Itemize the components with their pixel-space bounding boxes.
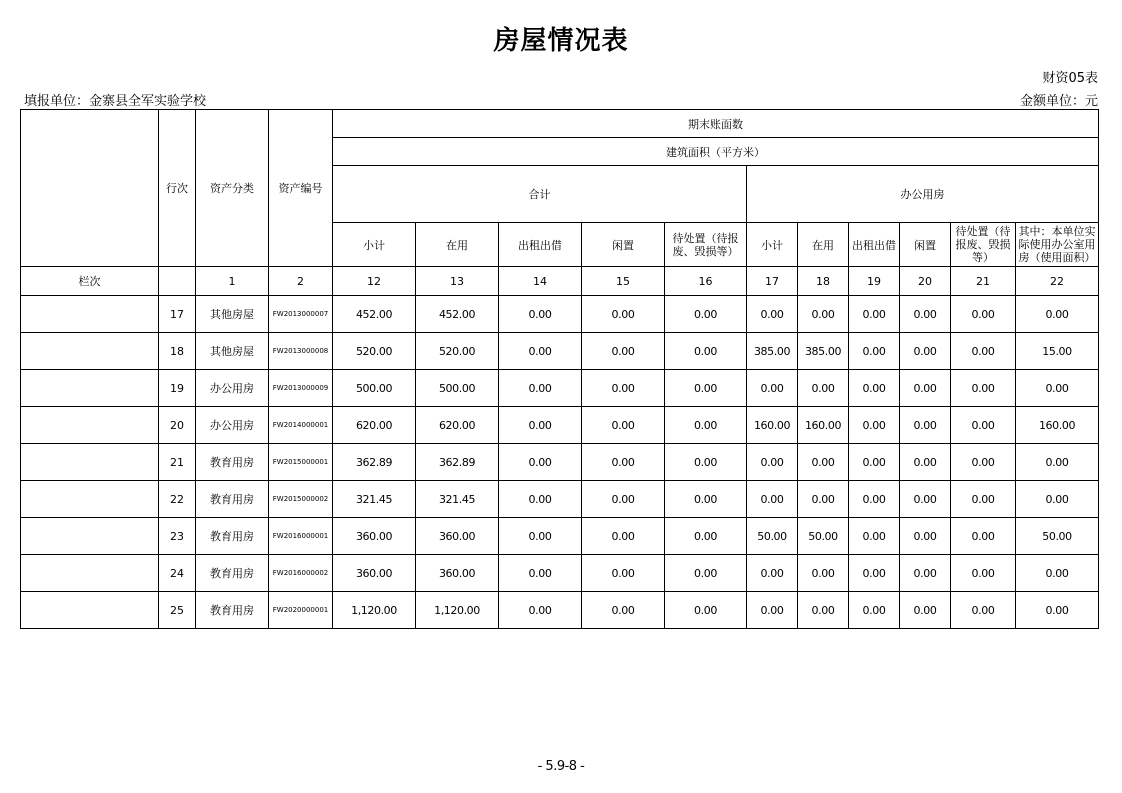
office-subtotal-cell: 50.00 xyxy=(747,518,798,555)
report-title: 房屋情况表 xyxy=(493,26,629,56)
pending-cell: 0.00 xyxy=(665,481,747,518)
office-rented-cell: 0.00 xyxy=(849,592,900,629)
corner-cell xyxy=(21,110,159,267)
table-row xyxy=(21,555,1099,592)
row-number-cell: 24 xyxy=(159,555,196,592)
header-office-rented: 出租出借 xyxy=(849,223,900,267)
lane-col: 21 xyxy=(951,267,1016,296)
asset-class-cell: 教育用房 xyxy=(196,555,269,592)
office-pending-cell: 0.00 xyxy=(951,481,1016,518)
office-in-use-cell: 0.00 xyxy=(798,592,849,629)
subtotal-cell: 452.00 xyxy=(333,296,416,333)
rented-cell: 0.00 xyxy=(499,296,582,333)
pending-cell: 0.00 xyxy=(665,370,747,407)
asset-class-cell: 其他房屋 xyxy=(196,296,269,333)
actual-office-cell: 0.00 xyxy=(1016,370,1099,407)
table-row xyxy=(21,333,1099,370)
office-pending-cell: 0.00 xyxy=(951,296,1016,333)
header-row-no: 行次 xyxy=(159,110,196,267)
lane-col xyxy=(159,267,196,296)
blank-cell xyxy=(21,592,159,629)
lane-col: 2 xyxy=(269,267,333,296)
blank-cell xyxy=(21,407,159,444)
idle-cell: 0.00 xyxy=(582,444,665,481)
office-subtotal-cell: 0.00 xyxy=(747,481,798,518)
subtotal-cell: 362.89 xyxy=(333,444,416,481)
subtotal-cell: 360.00 xyxy=(333,518,416,555)
table-row xyxy=(21,296,1099,333)
pending-cell: 0.00 xyxy=(665,592,747,629)
header-office-in-use: 在用 xyxy=(798,223,849,267)
asset-code-cell: FW2014000001 xyxy=(269,407,333,444)
office-idle-cell: 0.00 xyxy=(900,296,951,333)
table-row xyxy=(21,481,1099,518)
lane-col: 18 xyxy=(798,267,849,296)
in-use-cell: 520.00 xyxy=(416,333,499,370)
office-subtotal-cell: 0.00 xyxy=(747,555,798,592)
office-pending-cell: 0.00 xyxy=(951,333,1016,370)
office-in-use-cell: 0.00 xyxy=(798,370,849,407)
office-subtotal-cell: 0.00 xyxy=(747,444,798,481)
rented-cell: 0.00 xyxy=(499,370,582,407)
lane-col: 13 xyxy=(416,267,499,296)
header-office-pending: 待处置（待报废、毁损等） xyxy=(951,223,1016,267)
rented-cell: 0.00 xyxy=(499,407,582,444)
in-use-cell: 321.45 xyxy=(416,481,499,518)
idle-cell: 0.00 xyxy=(582,333,665,370)
lane-label: 栏次 xyxy=(21,267,159,296)
row-number-cell: 18 xyxy=(159,333,196,370)
idle-cell: 0.00 xyxy=(582,296,665,333)
office-subtotal-cell: 0.00 xyxy=(747,370,798,407)
actual-office-cell: 50.00 xyxy=(1016,518,1099,555)
blank-cell xyxy=(21,370,159,407)
office-idle-cell: 0.00 xyxy=(900,407,951,444)
lane-col: 15 xyxy=(582,267,665,296)
in-use-cell: 360.00 xyxy=(416,555,499,592)
rented-cell: 0.00 xyxy=(499,444,582,481)
row-number-cell: 23 xyxy=(159,518,196,555)
idle-cell: 0.00 xyxy=(582,518,665,555)
header-subtotal: 小计 xyxy=(333,223,416,267)
actual-office-cell: 15.00 xyxy=(1016,333,1099,370)
pending-cell: 0.00 xyxy=(665,333,747,370)
table-row xyxy=(21,407,1099,444)
pending-cell: 0.00 xyxy=(665,407,747,444)
office-rented-cell: 0.00 xyxy=(849,370,900,407)
asset-code-cell: FW2013000009 xyxy=(269,370,333,407)
office-in-use-cell: 50.00 xyxy=(798,518,849,555)
asset-class-cell: 其他房屋 xyxy=(196,333,269,370)
lane-col: 16 xyxy=(665,267,747,296)
blank-cell xyxy=(21,444,159,481)
housing-table xyxy=(20,109,1099,629)
asset-class-cell: 教育用房 xyxy=(196,481,269,518)
blank-cell xyxy=(21,555,159,592)
subtotal-cell: 1,120.00 xyxy=(333,592,416,629)
page-number: - 5.9-8 - xyxy=(537,759,585,774)
rented-cell: 0.00 xyxy=(499,518,582,555)
in-use-cell: 1,120.00 xyxy=(416,592,499,629)
asset-code-cell: FW2016000001 xyxy=(269,518,333,555)
actual-office-cell: 0.00 xyxy=(1016,444,1099,481)
reporting-unit: 填报单位：金寨县全军实验学校 xyxy=(24,94,207,109)
asset-class-cell: 办公用房 xyxy=(196,370,269,407)
office-rented-cell: 0.00 xyxy=(849,481,900,518)
subtotal-cell: 620.00 xyxy=(333,407,416,444)
blank-cell xyxy=(21,481,159,518)
office-subtotal-cell: 385.00 xyxy=(747,333,798,370)
header-pending-disposal: 待处置（待报废、毁损等） xyxy=(665,223,747,267)
blank-cell xyxy=(21,518,159,555)
in-use-cell: 500.00 xyxy=(416,370,499,407)
asset-code-cell: FW2013000007 xyxy=(269,296,333,333)
office-idle-cell: 0.00 xyxy=(900,370,951,407)
office-in-use-cell: 385.00 xyxy=(798,333,849,370)
in-use-cell: 360.00 xyxy=(416,518,499,555)
actual-office-cell: 0.00 xyxy=(1016,555,1099,592)
lane-col: 14 xyxy=(499,267,582,296)
office-idle-cell: 0.00 xyxy=(900,518,951,555)
header-rented: 出租出借 xyxy=(499,223,582,267)
lane-col: 1 xyxy=(196,267,269,296)
row-number-cell: 25 xyxy=(159,592,196,629)
office-rented-cell: 0.00 xyxy=(849,407,900,444)
header-row-1 xyxy=(21,110,1099,138)
office-pending-cell: 0.00 xyxy=(951,407,1016,444)
asset-code-cell: FW2015000001 xyxy=(269,444,333,481)
form-code: 财资05表 xyxy=(1042,71,1098,86)
rented-cell: 0.00 xyxy=(499,481,582,518)
actual-office-cell: 0.00 xyxy=(1016,296,1099,333)
office-idle-cell: 0.00 xyxy=(900,555,951,592)
idle-cell: 0.00 xyxy=(582,592,665,629)
idle-cell: 0.00 xyxy=(582,555,665,592)
office-in-use-cell: 0.00 xyxy=(798,444,849,481)
header-total: 合计 xyxy=(333,166,747,223)
idle-cell: 0.00 xyxy=(582,481,665,518)
header-office-subtotal: 小计 xyxy=(747,223,798,267)
lane-row xyxy=(21,267,1099,296)
asset-code-cell: FW2020000001 xyxy=(269,592,333,629)
rented-cell: 0.00 xyxy=(499,592,582,629)
office-in-use-cell: 0.00 xyxy=(798,555,849,592)
lane-col: 17 xyxy=(747,267,798,296)
office-in-use-cell: 160.00 xyxy=(798,407,849,444)
asset-code-cell: FW2015000002 xyxy=(269,481,333,518)
table-row xyxy=(21,518,1099,555)
subtotal-cell: 360.00 xyxy=(333,555,416,592)
row-number-cell: 19 xyxy=(159,370,196,407)
blank-cell xyxy=(21,333,159,370)
row-number-cell: 21 xyxy=(159,444,196,481)
amount-unit: 金额单位：元 xyxy=(1019,94,1098,109)
in-use-cell: 362.89 xyxy=(416,444,499,481)
table-row xyxy=(21,370,1099,407)
office-pending-cell: 0.00 xyxy=(951,592,1016,629)
header-office: 办公用房 xyxy=(747,166,1099,223)
lane-col: 22 xyxy=(1016,267,1099,296)
header-in-use: 在用 xyxy=(416,223,499,267)
header-actual-office: 其中：本单位实际使用办公室用房（使用面积） xyxy=(1016,223,1099,267)
subtotal-cell: 321.45 xyxy=(333,481,416,518)
subtotal-cell: 500.00 xyxy=(333,370,416,407)
pending-cell: 0.00 xyxy=(665,444,747,481)
asset-class-cell: 教育用房 xyxy=(196,444,269,481)
table-row xyxy=(21,444,1099,481)
asset-class-cell: 办公用房 xyxy=(196,407,269,444)
office-pending-cell: 0.00 xyxy=(951,444,1016,481)
office-rented-cell: 0.00 xyxy=(849,518,900,555)
office-pending-cell: 0.00 xyxy=(951,555,1016,592)
office-pending-cell: 0.00 xyxy=(951,518,1016,555)
row-number-cell: 20 xyxy=(159,407,196,444)
pending-cell: 0.00 xyxy=(665,555,747,592)
office-idle-cell: 0.00 xyxy=(900,592,951,629)
idle-cell: 0.00 xyxy=(582,370,665,407)
in-use-cell: 452.00 xyxy=(416,296,499,333)
office-idle-cell: 0.00 xyxy=(900,481,951,518)
office-in-use-cell: 0.00 xyxy=(798,296,849,333)
office-subtotal-cell: 0.00 xyxy=(747,296,798,333)
lane-col: 12 xyxy=(333,267,416,296)
office-in-use-cell: 0.00 xyxy=(798,481,849,518)
office-rented-cell: 0.00 xyxy=(849,296,900,333)
actual-office-cell: 0.00 xyxy=(1016,481,1099,518)
row-number-cell: 17 xyxy=(159,296,196,333)
header-building-area: 建筑面积（平方米） xyxy=(333,138,1099,166)
row-number-cell: 22 xyxy=(159,481,196,518)
lane-col: 19 xyxy=(849,267,900,296)
rented-cell: 0.00 xyxy=(499,555,582,592)
office-rented-cell: 0.00 xyxy=(849,333,900,370)
rented-cell: 0.00 xyxy=(499,333,582,370)
header-asset-class: 资产分类 xyxy=(196,110,269,267)
office-rented-cell: 0.00 xyxy=(849,444,900,481)
asset-code-cell: FW2016000002 xyxy=(269,555,333,592)
blank-cell xyxy=(21,296,159,333)
office-idle-cell: 0.00 xyxy=(900,333,951,370)
header-office-idle: 闲置 xyxy=(900,223,951,267)
office-rented-cell: 0.00 xyxy=(849,555,900,592)
header-period-end: 期末账面数 xyxy=(333,110,1099,138)
lane-col: 20 xyxy=(900,267,951,296)
actual-office-cell: 160.00 xyxy=(1016,407,1099,444)
office-pending-cell: 0.00 xyxy=(951,370,1016,407)
in-use-cell: 620.00 xyxy=(416,407,499,444)
office-subtotal-cell: 160.00 xyxy=(747,407,798,444)
pending-cell: 0.00 xyxy=(665,518,747,555)
asset-code-cell: FW2013000008 xyxy=(269,333,333,370)
actual-office-cell: 0.00 xyxy=(1016,592,1099,629)
idle-cell: 0.00 xyxy=(582,407,665,444)
pending-cell: 0.00 xyxy=(665,296,747,333)
table-row xyxy=(21,592,1099,629)
asset-class-cell: 教育用房 xyxy=(196,518,269,555)
header-idle: 闲置 xyxy=(582,223,665,267)
header-asset-code: 资产编号 xyxy=(269,110,333,267)
table-body xyxy=(21,296,1099,629)
subtotal-cell: 520.00 xyxy=(333,333,416,370)
office-idle-cell: 0.00 xyxy=(900,444,951,481)
office-subtotal-cell: 0.00 xyxy=(747,592,798,629)
asset-class-cell: 教育用房 xyxy=(196,592,269,629)
